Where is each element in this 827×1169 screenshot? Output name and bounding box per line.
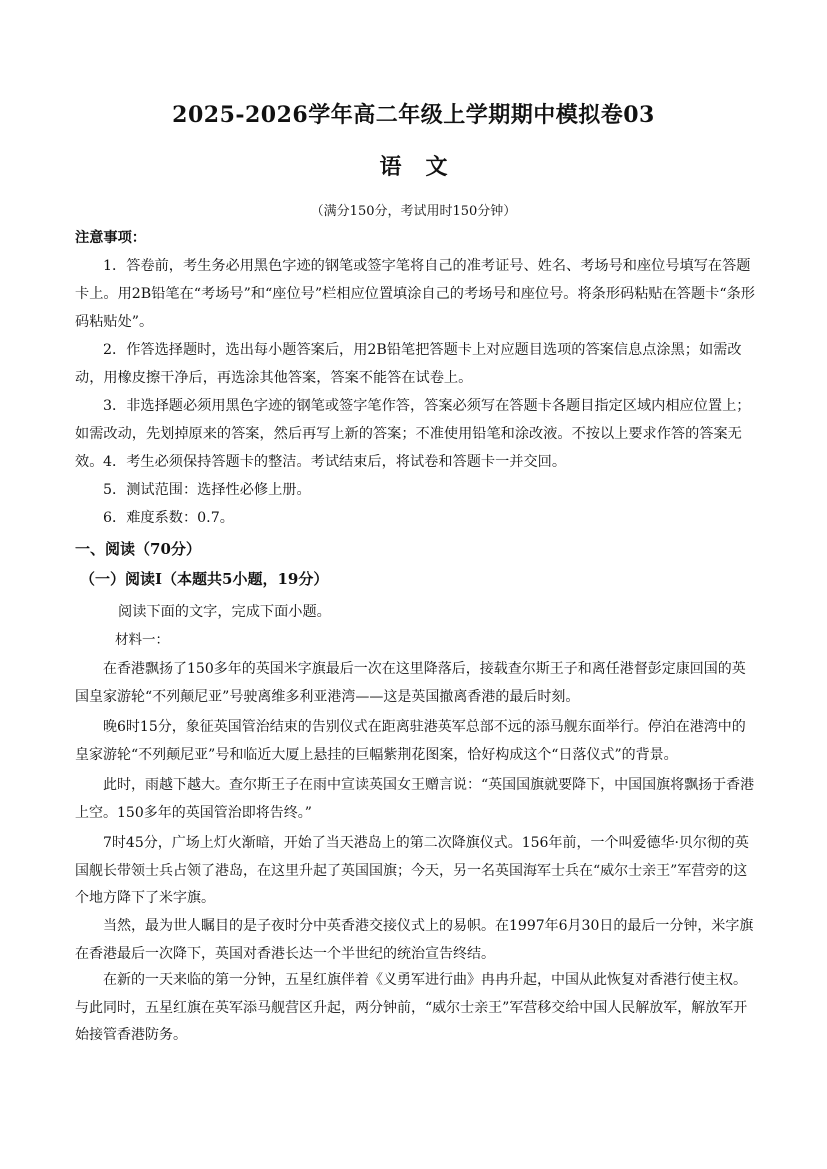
essay-paragraph: 7时45分，广场上灯火渐暗，开始了当天港岛上的第二次降旗仪式。156年前，一个叫爱德华·贝尔彻的英国舰长带领士兵占领了港岛，在这里升起了英国国旗；今天，另一名英国海军士兵在“威尔士亲王”军营旁的这个地方降下了米字旗。 bbox=[75, 835, 749, 906]
essay-paragraph: 晚6时15分，象征英国管治结束的告别仪式在距离驻港英军总部不远的添马舰东面举行。停泊在港湾中的皇家游轮“不列颠尼亚”号和临近大厦上悬挂的巨幅紫荆花图案，恰好构成这个“日落仪式”的背景。 bbox=[75, 719, 746, 763]
notice-item: 3．非选择题必须用黑色字迹的钢笔或签字笔作答，答案必须写在答题卡各题目指定区域内相应位置上；如需改动，先划掉原来的答案，然后再写上新的答案；不准使用铅笔和涂改液。不按以上要求作答的答案无效。 bbox=[75, 398, 751, 470]
notice-item: 5．测试范围：选择性必修上册。 bbox=[103, 482, 311, 498]
notice-heading: 注意事项： bbox=[75, 230, 146, 246]
notice-item: 4．考生必须保持答题卡的整洁。考试结束后，将试卷和答题卡一并交回。 bbox=[103, 454, 567, 470]
instruction: 阅读下面的文字，完成下面小题。 bbox=[118, 604, 331, 620]
essay-paragraph: 此时，雨越下越大。查尔斯王子在雨中宣读英国女王赠言说：“英国国旗就要降下，中国国旗将飘扬于香港上空。150多年的英国管治即将告终。” bbox=[75, 777, 755, 821]
exam-meta: （满分150分，考试用时150分钟） bbox=[310, 204, 517, 219]
subject-title: 语文 bbox=[379, 154, 472, 180]
essay-paragraph: 在新的一天来临的第一分钟，五星红旗伴着《义勇军进行曲》冉冉升起，中国从此恢复对香港行使主权。与此同时，五星红旗在英军添马舰营区升起，两分钟前，“威尔士亲王”军营移交给中国人民解放军，解放军开始接管香港防务。 bbox=[75, 972, 748, 1043]
subsection-heading: （一）阅读Ⅰ（本题共5小题，19分） bbox=[80, 570, 329, 588]
page-title: 2025-2026学年高二年级上学期期中模拟卷03 bbox=[172, 102, 655, 128]
essay-paragraph: 在香港飘扬了150多年的英国米字旗最后一次在这里降落后，接载查尔斯王子和离任港督彭定康回国的英国皇家游轮“不列颠尼亚”号驶离维多利亚港湾——这是英国撤离香港的最后时刻。 bbox=[75, 661, 746, 705]
material-label: 材料一： bbox=[115, 632, 169, 648]
notice-item: 6．难度系数：0.7。 bbox=[103, 510, 234, 526]
notice-item: 2．作答选择题时，选出每小题答案后，用2B铅笔把答题卡上对应题目选项的答案信息点涂黑；如需改动，用橡皮擦干净后，再选涂其他答案，答案不能答在试卷上。 bbox=[75, 342, 742, 386]
essay-paragraph: 当然，最为世人瞩目的是子夜时分中英香港交接仪式上的易帜。在1997年6月30日的最后一分钟，米字旗在香港最后一次降下，英国对香港长达一个半世纪的统治宣告终结。 bbox=[75, 918, 754, 962]
notice-item: 1．答卷前，考生务必用黑色字迹的钢笔或签字笔将自己的准考证号、姓名、考场号和座位号填写在答题卡上。用2B铅笔在“考场号”和“座位号”栏相应位置填涂自己的考场号和座位号。将条形码粘贴在答题卡“条形码粘贴处”。 bbox=[75, 258, 755, 330]
section-heading: 一、阅读（70分） bbox=[75, 540, 201, 558]
